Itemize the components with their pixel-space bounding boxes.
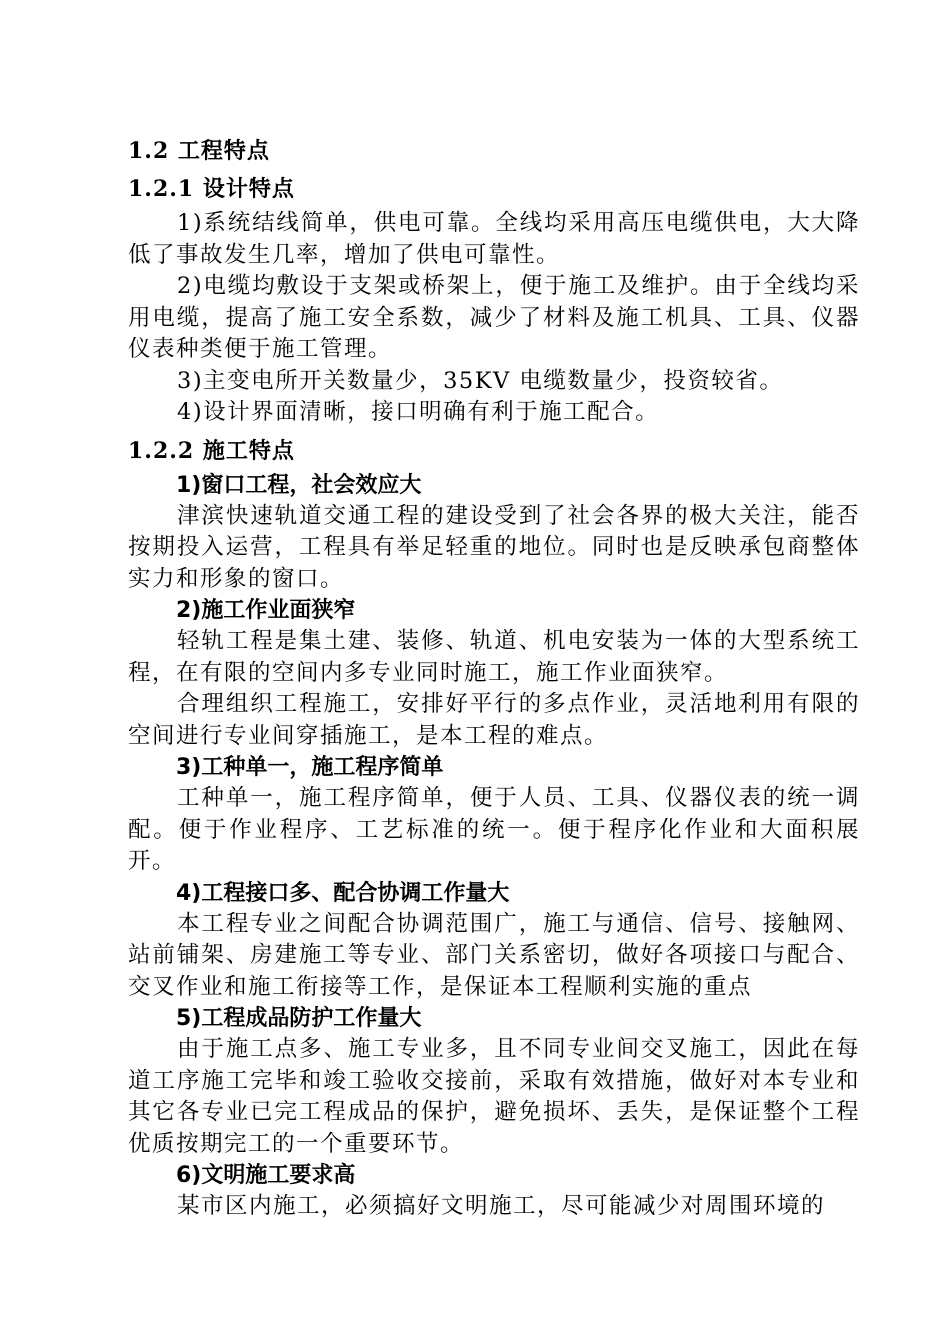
construction-item-heading: 2)施工作业面狭窄 (176, 598, 356, 623)
construction-item-heading: 5)工程成品防护工作量大 (176, 1006, 422, 1031)
construction-item-paragraph: 津滨快速轨道交通工程的建设受到了社会各界的极大关注，能否按期投入运营，工程具有举足轻重的地位。同时也是反映承包商整体实力和形象的窗口。 (128, 502, 860, 592)
construction-item-heading: 6)文明施工要求高 (176, 1163, 356, 1188)
construction-item-paragraph: 某市区内施工，必须搞好文明施工，尽可能减少对周围环境的 (177, 1193, 826, 1219)
document-page (128, 133, 860, 1223)
design-feature-paragraph: 1)系统结线简单，供电可靠。全线均采用高压电缆供电，大大降低了事故发生几率，增加了供电可靠性。 (128, 210, 860, 268)
design-feature-paragraph: 2)电缆均敷设于支架或桥架上，便于施工及维护。由于全线均采用电缆，提高了施工安全系数，减少了材料及施工机具、工具、仪器仪表种类便于施工管理。 (128, 273, 860, 362)
design-feature-paragraph: 4)设计界面清晰，接口明确有利于施工配合。 (177, 399, 660, 425)
construction-item-heading: 4)工程接口多、配合协调工作量大 (176, 880, 510, 906)
section-heading-1-2-1: 1.2.1 设计特点 (128, 176, 295, 202)
construction-item-paragraph: 本工程专业之间配合协调范围广，施工与通信、信号、接触网、站前铺架、房建施工等专业、部门关系密切，做好各项接口与配合、交叉作业和施工衔接等工作，是保证本工程顺利实施的重点 (128, 910, 860, 1000)
section-heading-1-2-2: 1.2.2 施工特点 (128, 437, 295, 464)
construction-item-paragraph: 轻轨工程是集土建、装修、轨道、机电安装为一体的大型系统工程，在有限的空间内多专业同时施工，施工作业面狭窄。 (128, 628, 860, 686)
design-feature-paragraph: 3)主变电所开关数量少，35KV 电缆数量少，投资较省。 (177, 367, 784, 394)
section-heading-1-2: 1.2 工程特点 (128, 138, 270, 164)
construction-item-heading: 3)工种单一，施工程序简单 (176, 755, 444, 780)
construction-item-paragraph: 由于施工点多、施工专业多，且不同专业间交叉施工，因此在每道工序施工完毕和竣工验收交接前，采取有效措施，做好对本专业和其它各专业已完工程成品的保护，避免损坏、丢失，是保证整个工程优质按期完工的一个重要环节。 (128, 1036, 860, 1157)
construction-item-heading: 1)窗口工程，社会效应大 (176, 472, 422, 498)
construction-item-paragraph: 合理组织工程施工，安排好平行的多点作业，灵活地利用有限的空间进行专业间穿插施工，是本工程的难点。 (128, 691, 860, 749)
construction-item-paragraph: 工种单一，施工程序简单，便于人员、工具、仪器仪表的统一调配。便于作业程序、工艺标准的统一。便于程序化作业和大面积展开。 (128, 785, 860, 874)
